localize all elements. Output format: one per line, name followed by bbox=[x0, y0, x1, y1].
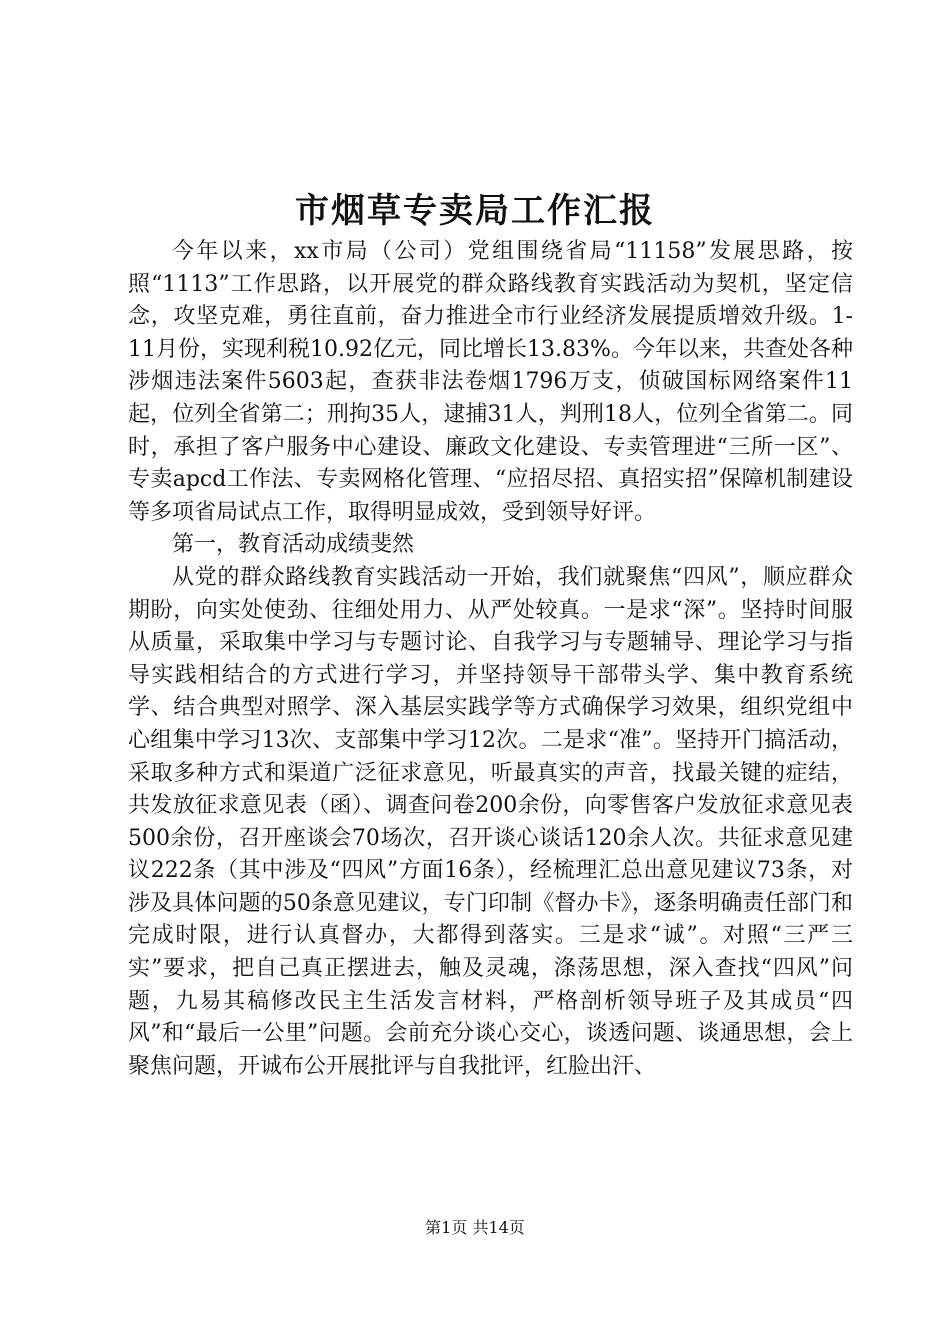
paragraph-education: 从党的群众路线教育实践活动一开始，我们就聚焦“四风”，顺应群众期盼，向实处使劲、往细处用力、从严处较真。一是求“深”。坚持时间服从质量，采取集中学习与专题讨论、自我学习与专题辅导、理论学习与指导实践相结合的方式进行学习，并坚持领导干部带头学、集中教育系统学、结合典型对照学、深入基层实践学等方式确保学习效果，组织党组中心组集中学习13次、支部集中学习12次。二是求“准”。坚持开门搞活动，采取多种方式和渠道广泛征求意见，听最真实的声音，找最关键的症结，共发放征求意见表（函）、调查问卷200余份，向零售客户发放征求意见表500余份，召开座谈会70场次，召开谈心谈话120余人次。共征求意见建议222条（其中涉及“四风”方面16条），经梳理汇总出意见建议73条，对涉及具体问题的50条意见建议，专门印制《督办卡》，逐条明确责任部门和完成时限，进行认真督办，大都得到落实。三是求“诚”。对照“三严三实”要求，把自己真正摆进去，触及灵魂，涤荡思想，深入查找“四风”问题，九易其稿修改民主生活发言材料，严格剖析领导班子及其成员“四风”和“最后一公里”问题。会前充分谈心交心，谈透问题、谈通思想，会上聚焦问题，开诚布公开展批评与自我批评，红脸出汗、 bbox=[128, 564, 853, 1079]
document-body bbox=[128, 236, 853, 1083]
section-heading: 第一，教育活动成绩斐然 bbox=[172, 532, 415, 558]
page-number: 第1页 共14页 bbox=[425, 1218, 525, 1237]
paragraph-intro: 今年以来，xx市局（公司）党组围绕省局“11158”发展思路，按照“1113”工作思路，以开展党的群众路线教育实践活动为契机，坚定信念，攻坚克难，勇往直前，奋力推进全市行业经济发展提质增效升级。1-11月份，实现利税10.92亿元，同比增长13.83%。今年以来，共查处各种涉烟违法案件5603起，查获非法卷烟1796万支，侦破国标网络案件11起，位列全省第二；刑拘35人，逮捕31人，判刑18人，位列全省第二。同时，承担了客户服务中心建设、廉政文化建设、专卖管理进“三所一区”、专卖apcd工作法、专卖网格化管理、“应招尽招、真招实招”保障机制建设等多项省局试点工作，取得明显成效，受到领导好评。 bbox=[128, 239, 853, 525]
document-title: 市烟草专卖局工作汇报 bbox=[295, 191, 655, 231]
